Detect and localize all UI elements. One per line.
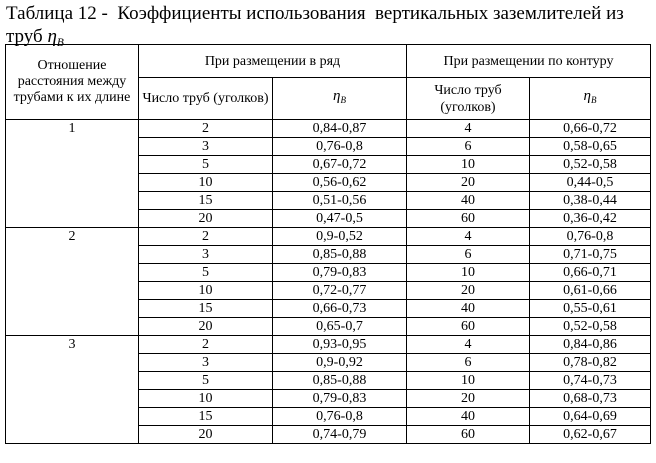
contour-pipe-count-cell: 10 xyxy=(407,264,530,282)
row-eta-cell: 0,74-0,79 xyxy=(273,426,407,444)
contour-eta-cell: 0,52-0,58 xyxy=(530,318,651,336)
contour-eta-cell: 0,78-0,82 xyxy=(530,354,651,372)
contour-eta-cell: 0,84-0,86 xyxy=(530,336,651,354)
contour-pipe-count-cell: 60 xyxy=(407,426,530,444)
contour-eta-cell: 0,52-0,58 xyxy=(530,156,651,174)
eta-subscript: В xyxy=(56,36,64,49)
contour-eta-cell: 0,64-0,69 xyxy=(530,408,651,426)
contour-pipe-count-cell: 6 xyxy=(407,354,530,372)
header-row-eta: $\eta_В$ xyxy=(273,78,407,120)
table-row xyxy=(6,336,651,354)
contour-eta-cell: 0,66-0,72 xyxy=(530,120,651,138)
contour-pipe-count-cell: 10 xyxy=(407,156,530,174)
contour-pipe-count-cell: 4 xyxy=(407,120,530,138)
header-contour-eta: $\eta_В$ xyxy=(530,78,651,120)
header-row-placement: При размещении в ряд xyxy=(139,45,407,78)
header-row-pipe-count: Число труб (уголков) xyxy=(139,78,273,120)
contour-pipe-count-cell: 20 xyxy=(407,174,530,192)
row-pipe-count-cell: 15 xyxy=(139,300,273,318)
contour-pipe-count-cell: 10 xyxy=(407,372,530,390)
row-pipe-count-cell: 20 xyxy=(139,426,273,444)
row-pipe-count-cell: 10 xyxy=(139,174,273,192)
header-contour-pipe-count: Число труб (уголков) xyxy=(407,78,530,120)
contour-pipe-count-cell: 6 xyxy=(407,138,530,156)
row-pipe-count-cell: 5 xyxy=(139,372,273,390)
row-eta-cell: 0,51-0,56 xyxy=(273,192,407,210)
contour-pipe-count-cell: 60 xyxy=(407,210,530,228)
table-header xyxy=(6,45,651,120)
coefficients-table xyxy=(5,44,651,444)
contour-eta-cell: 0,76-0,8 xyxy=(530,228,651,246)
contour-pipe-count-cell: 20 xyxy=(407,282,530,300)
ratio-cell: 2 xyxy=(6,228,139,336)
contour-eta-cell: 0,68-0,73 xyxy=(530,390,651,408)
table-caption-text: Таблица 12 - Коэффициенты использования вертикальных заземлителей из труб xyxy=(6,3,629,47)
row-eta-cell: 0,76-0,8 xyxy=(273,408,407,426)
row-eta-cell: 0,79-0,83 xyxy=(273,264,407,282)
row-pipe-count-cell: 3 xyxy=(139,354,273,372)
row-eta-cell: 0,67-0,72 xyxy=(273,156,407,174)
contour-pipe-count-cell: 40 xyxy=(407,408,530,426)
row-pipe-count-cell: 5 xyxy=(139,264,273,282)
row-pipe-count-cell: 20 xyxy=(139,318,273,336)
contour-eta-cell: 0,62-0,67 xyxy=(530,426,651,444)
row-eta-cell: 0,79-0,83 xyxy=(273,390,407,408)
header-contour-placement: При размещении по контуру xyxy=(407,45,651,78)
row-pipe-count-cell: 5 xyxy=(139,156,273,174)
row-eta-cell: 0,85-0,88 xyxy=(273,246,407,264)
contour-pipe-count-cell: 20 xyxy=(407,390,530,408)
row-eta-cell: 0,56-0,62 xyxy=(273,174,407,192)
contour-pipe-count-cell: 40 xyxy=(407,192,530,210)
ratio-cell: 1 xyxy=(6,120,139,228)
row-eta-cell: 0,9-0,52 xyxy=(273,228,407,246)
row-pipe-count-cell: 10 xyxy=(139,390,273,408)
row-eta-cell: 0,76-0,8 xyxy=(273,138,407,156)
row-eta-cell: 0,84-0,87 xyxy=(273,120,407,138)
row-pipe-count-cell: 20 xyxy=(139,210,273,228)
contour-eta-cell: 0,66-0,71 xyxy=(530,264,651,282)
contour-eta-cell: 0,55-0,61 xyxy=(530,300,651,318)
contour-eta-cell: 0,58-0,65 xyxy=(530,138,651,156)
row-eta-cell: 0,47-0,5 xyxy=(273,210,407,228)
row-pipe-count-cell: 2 xyxy=(139,120,273,138)
eta-symbol: $\eta_В$ xyxy=(47,26,64,49)
contour-pipe-count-cell: 6 xyxy=(407,246,530,264)
contour-eta-cell: 0,61-0,66 xyxy=(530,282,651,300)
row-eta-cell: 0,65-0,7 xyxy=(273,318,407,336)
row-pipe-count-cell: 3 xyxy=(139,246,273,264)
table-row xyxy=(6,228,651,246)
contour-pipe-count-cell: 4 xyxy=(407,336,530,354)
row-pipe-count-cell: 3 xyxy=(139,138,273,156)
contour-pipe-count-cell: 40 xyxy=(407,300,530,318)
contour-pipe-count-cell: 60 xyxy=(407,318,530,336)
contour-eta-cell: 0,74-0,73 xyxy=(530,372,651,390)
ratio-cell: 3 xyxy=(6,336,139,444)
row-pipe-count-cell: 2 xyxy=(139,228,273,246)
row-eta-cell: 0,9-0,92 xyxy=(273,354,407,372)
row-eta-cell: 0,85-0,88 xyxy=(273,372,407,390)
table-row xyxy=(6,120,651,138)
row-pipe-count-cell: 2 xyxy=(139,336,273,354)
contour-eta-cell: 0,71-0,75 xyxy=(530,246,651,264)
row-pipe-count-cell: 15 xyxy=(139,408,273,426)
contour-eta-cell: 0,36-0,42 xyxy=(530,210,651,228)
row-pipe-count-cell: 10 xyxy=(139,282,273,300)
row-pipe-count-cell: 15 xyxy=(139,192,273,210)
contour-eta-cell: 0,44-0,5 xyxy=(530,174,651,192)
contour-pipe-count-cell: 4 xyxy=(407,228,530,246)
row-eta-cell: 0,93-0,95 xyxy=(273,336,407,354)
row-eta-cell: 0,66-0,73 xyxy=(273,300,407,318)
header-ratio: Отношение расстояния между трубами к их длине xyxy=(6,45,139,120)
row-eta-cell: 0,72-0,77 xyxy=(273,282,407,300)
table-body xyxy=(6,120,651,444)
contour-eta-cell: 0,38-0,44 xyxy=(530,192,651,210)
